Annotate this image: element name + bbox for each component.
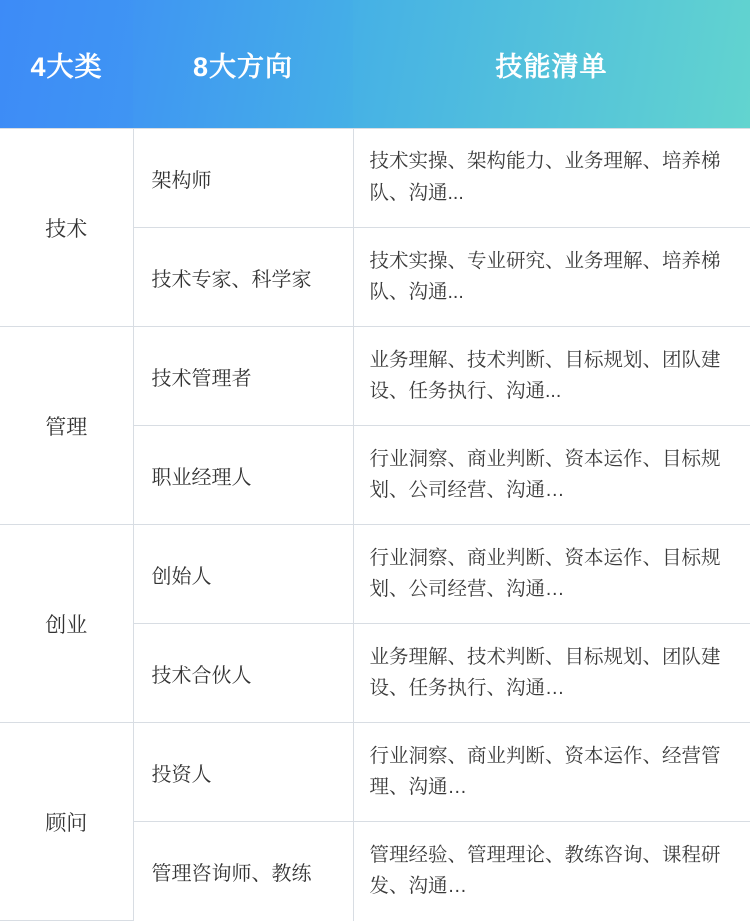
table-header (0, 0, 750, 129)
skills-cell: 业务理解、技术判断、目标规划、团队建设、任务执行、沟通... (353, 327, 750, 426)
skills-cell: 管理经验、管理理论、教练咨询、课程研发、沟通… (353, 822, 750, 921)
table-row (0, 723, 750, 822)
direction-cell: 技术合伙人 (133, 624, 353, 723)
direction-cell: 技术管理者 (133, 327, 353, 426)
direction-cell: 架构师 (133, 129, 353, 228)
direction-cell: 管理咨询师、教练 (133, 822, 353, 921)
category-cell-entrepreneurship: 创业 (0, 525, 133, 723)
direction-cell: 投资人 (133, 723, 353, 822)
table-body (0, 129, 750, 921)
skills-cell: 技术实操、专业研究、业务理解、培养梯队、沟通... (353, 228, 750, 327)
header-cell-skills: 技能清单 (353, 0, 750, 129)
header-cell-categories: 4大类 (0, 0, 133, 129)
skills-cell: 技术实操、架构能力、业务理解、培养梯队、沟通... (353, 129, 750, 228)
header-row (0, 0, 750, 129)
category-cell-technology: 技术 (0, 129, 133, 327)
direction-cell: 技术专家、科学家 (133, 228, 353, 327)
skills-cell: 行业洞察、商业判断、资本运作、目标规划、公司经营、沟通… (353, 426, 750, 525)
direction-cell: 职业经理人 (133, 426, 353, 525)
category-cell-consulting: 顾问 (0, 723, 133, 921)
skills-cell: 行业洞察、商业判断、资本运作、目标规划、公司经营、沟通… (353, 525, 750, 624)
table-row (0, 525, 750, 624)
table-row (0, 129, 750, 228)
header-cell-directions: 8大方向 (133, 0, 353, 129)
table-row (0, 327, 750, 426)
direction-cell: 创始人 (133, 525, 353, 624)
category-cell-management: 管理 (0, 327, 133, 525)
skills-cell: 行业洞察、商业判断、资本运作、经营管理、沟通… (353, 723, 750, 822)
skills-cell: 业务理解、技术判断、目标规划、团队建设、任务执行、沟通… (353, 624, 750, 723)
